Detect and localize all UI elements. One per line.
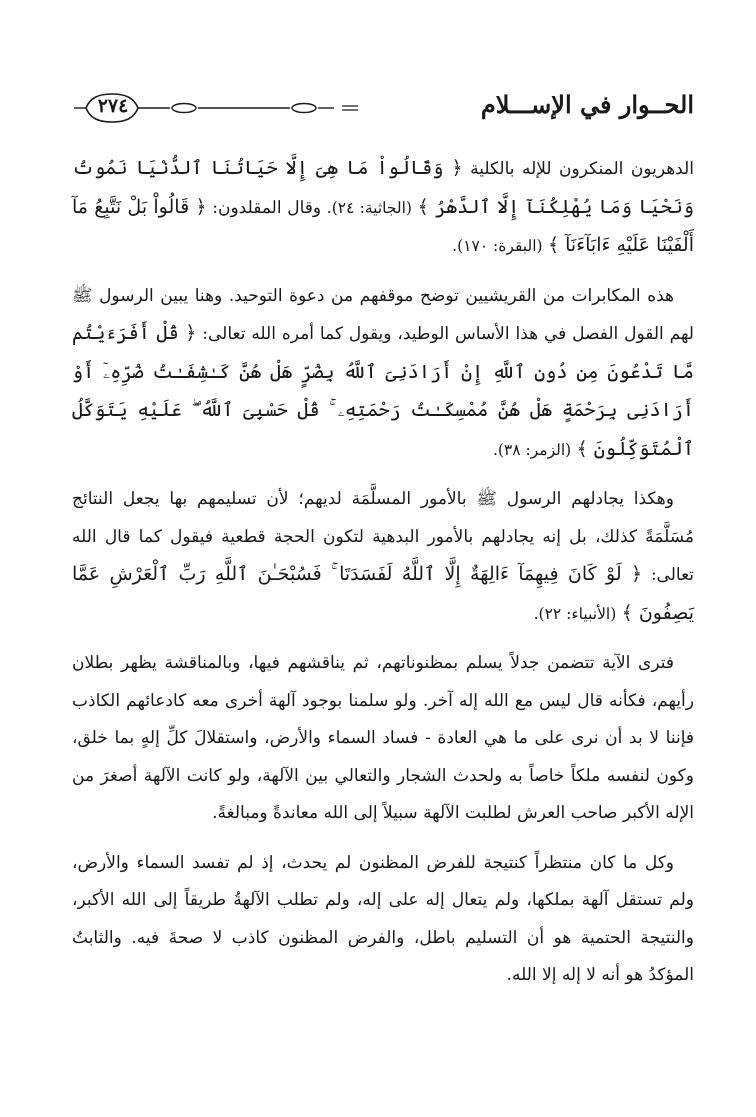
verse-reference-jathiya: (الجاثية: ٢٤). (326, 198, 412, 217)
book-page (72, 88, 694, 995)
quran-verse-zumar: ﴿ قُلْ أَفَرَءَيْتُم مَّا تَدْعُونَ مِن دُونِ ٱللَّهِ إِنْ أَرَادَنِىَ ٱللَّهُ بِضُرٍّ هَلْ هُنَّ كَـٰشِفَـٰتُ ضُرِّهِۦٓ أَوْ أَرَادَنِى بِرَحْمَةٍ هَلْ هُنَّ مُمْسِكَـٰتُ رَحْمَتِهِۦ ۚ قُلْ حَسْبِىَ ٱللَّهُ ۖ عَلَيْهِ يَتَوَكَّلُ ٱلْمُتَوَكِّلُونَ ﴾ (72, 322, 694, 460)
paragraph-3-intro: وهكذا يجادلهم الرسول ﷺ بالأمور المسلَّمَة لديهم؛ لأن تسليمهم بها يجعل النتائج مُسَلَّمَةً كذلك، بل إنه يجادلهم بالأمور البدهية لتكون الحجة قطعية فيقول كما قال الله تعالى: (72, 489, 695, 585)
paragraph-1 (72, 150, 694, 266)
paragraph-4 (72, 645, 694, 833)
book-title: الحــوار في الإســـلام (480, 90, 694, 119)
page-number: ٢٧٤ (97, 95, 129, 117)
verse-reference-zumar: (الزمر: ٣٨). (492, 440, 572, 459)
paragraph-4-text: فترى الآية تتضمن جدلاً يسلم بمظنوناتهم، ثم يناقشهم فيها، وبالمناقشة يظهر بطلان رأيهم، فكأنه قال ليس مع الله إله آخر. ولو سلمنا بوجود آلهة أخرى معه كادعائهم الكاذب فإننا لا بد أن نرى على ما هي العادة - فساد السماء والأرض، واستقلالَ كلِّ إلهٍ بما خلق، وكون لنفسه ملكاً خاصاً به ولحدث الشجار والتعالي بين الآلهة، ولو كانت الآلهة أصغرَ من الإله الأكبر صاحب العرش لطلبت الآلهة سبيلاً إلى الله معاندةً ومبالغةً. (72, 653, 694, 823)
running-header (72, 88, 694, 144)
quran-verse-jathiya: ﴿ وَقَالُواْ مَا هِىَ إِلَّا حَيَاتُنَا ٱلدُّنْيَا نَمُوتُ وَنَحْيَا وَمَا يُهْلِكُنَآ إِلَّا ٱلدَّهْرُ ﴾ (72, 157, 695, 218)
paragraph-1-intro: الدهريون المنكرون للإله بالكلية (470, 159, 695, 179)
paragraph-5 (72, 845, 694, 995)
paragraph-2 (72, 278, 694, 470)
quran-verse-anbiya: ﴿ لَوْ كَانَ فِيهِمَآ ءَالِهَةٌ إِلَّا ٱللَّهُ لَفَسَدَتَا ۚ فَسُبْحَـٰنَ ٱللَّهِ رَبِّ ٱلْعَرْشِ عَمَّا يَصِفُونَ ﴾ (72, 563, 694, 624)
paragraph-3 (72, 481, 694, 633)
paragraph-5-text: وكل ما كان منتظراً كنتيجة للفرض المظنون لم يحدث، إذ لم تفسد السماء والأرض، ولم تستقل آلهة بملكها، ولم يتعال إله على إله، ولم تطلب الآلهةُ طريقاً إلى الله الأكبر، والنتيجة الحتمية هو أن التسليم باطل، والفرض المظنون كاذب لا صحةَ فيه. والثابتُ المؤكدُ هو أنه لا إله إلا الله. (72, 852, 694, 985)
verse-reference-anbiya: (الأنبياء: ٢٢). (533, 604, 617, 623)
paragraph-2-intro: هذه المكابرات من القريشيين توضح موقفهم من دعوة التوحيد. وهنا يبين الرسول ﷺ لهم القول الفصل في هذا الأساس الوطيد، ويقول كما أمره الله تعالى: (72, 285, 694, 344)
verse-reference-baqara: (البقرة: ١٧٠). (452, 237, 543, 255)
paragraph-1-middle: وقال المقلدون: (212, 197, 322, 218)
quran-verse-baqara: ﴿ قَالُواْ بَلْ نَتَّبِعُ مَآ أَلْفَيْنَا عَلَيْهِ ءَابَآءَنَآ ﴾ (72, 195, 694, 256)
